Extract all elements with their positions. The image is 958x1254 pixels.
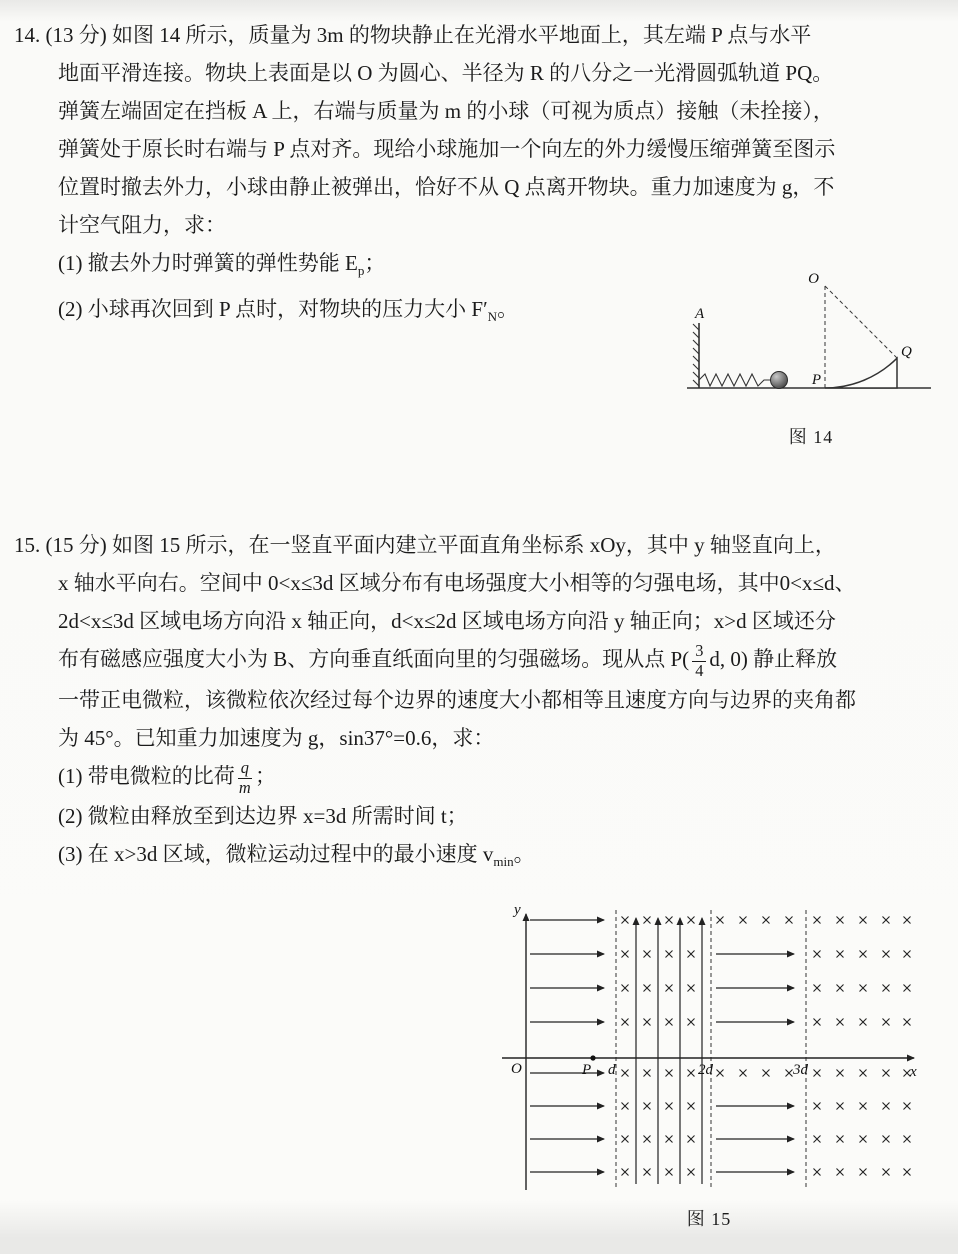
fraction-numerator: q xyxy=(238,759,252,779)
fraction-denominator: 4 xyxy=(695,661,704,681)
field-marks xyxy=(530,917,911,1185)
figure-15-drawing xyxy=(486,898,932,1198)
line-text: d, 0) 静止释放 xyxy=(709,647,838,672)
item-subscript: p xyxy=(357,263,365,279)
problem-line: 弹簧左端固定在挡板 A 上，右端与质量为 m 的小球（可视为质点）接触（未拴接）， xyxy=(58,99,834,123)
problem-15 xyxy=(14,526,948,881)
label-P: P xyxy=(582,1062,592,1078)
item-subscript: N xyxy=(487,309,498,325)
figure-14 xyxy=(683,266,939,449)
item-text: (3) 在 x>3d 区域，微粒运动过程中的最小速度 v xyxy=(58,842,494,867)
fraction-q-over-m xyxy=(235,759,255,798)
question-item-2: (2) 微粒由释放至到达边界 x=3d 所需时间 t； xyxy=(58,804,468,829)
problem-line: 弹簧处于原长时右端与 P 点对齐。现给小球施加一个向左的外力缓慢压缩弹簧至图示 xyxy=(58,137,836,161)
label-3d: 3d xyxy=(793,1062,808,1078)
problem-15-body xyxy=(14,526,948,881)
item-text: 。 xyxy=(497,297,519,322)
figure-15-caption: 图 15 xyxy=(686,1209,732,1229)
label-P: P xyxy=(811,372,821,388)
problem-line: 地面平滑连接。物块上表面是以 O 为圆心、半径为 R 的八分之一光滑圆弧轨道 PQ。 xyxy=(58,61,834,85)
label-O: O xyxy=(511,1061,522,1077)
figure-14-drawing xyxy=(683,266,939,416)
small-ball xyxy=(771,372,788,389)
problem-line: 计空气阻力，求： xyxy=(58,213,226,237)
fraction-denominator: m xyxy=(238,777,251,797)
label-2d: 2d xyxy=(698,1062,713,1078)
item-text: (2) 小球再次回到 P 点时，对物块的压力大小 F′ xyxy=(58,297,488,322)
line-text: 布有磁感应强度大小为 B、方向垂直纸面向里的匀强磁场。现从点 P( xyxy=(58,647,690,672)
wall-baffle xyxy=(693,323,699,388)
label-O: O xyxy=(808,271,819,287)
label-Q: Q xyxy=(901,344,912,360)
problem-line: 14. (13 分) 如图 14 所示，质量为 3m 的物块静止在光滑水平地面上，其左端 P 点与水平 xyxy=(14,23,812,47)
problem-line: 位置时撤去外力，小球由静止被弹出，恰好不从 Q 点离开物块。重力加速度为 g，不 xyxy=(58,175,835,199)
item-text: ； xyxy=(254,763,276,788)
question-item-3 xyxy=(58,835,948,881)
problem-line-fraction xyxy=(58,640,948,681)
fraction-numerator: 3 xyxy=(692,642,706,662)
dashed-radius-OQ xyxy=(825,286,897,358)
item-text: 。 xyxy=(513,842,535,867)
label-A: A xyxy=(695,306,705,322)
problem-line: 一带正电微粒，该微粒依次经过每个边界的速度大小都相等且速度方向与边界的夹角都 xyxy=(58,687,856,712)
exam-page xyxy=(0,16,958,1254)
label-x: x xyxy=(910,1064,917,1080)
block-arc-track xyxy=(825,358,897,388)
label-d: d xyxy=(608,1062,616,1078)
problem-line: 15. (15 分) 如图 15 所示，在一竖直平面内建立平面直角坐标系 xOy，其中 y 轴竖直向上， xyxy=(14,533,836,558)
fraction-three-quarters xyxy=(689,642,709,681)
problem-line: 为 45°。已知重力加速度为 g，sin37°=0.6，求： xyxy=(58,725,495,750)
item-text: (1) 撤去外力时弹簧的弹性势能 E xyxy=(58,251,358,275)
problem-line: 2d<x≤3d 区域电场方向沿 x 轴正向，d<x≤2d 区域电场方向沿 y 轴正向；x>d 区域还分 xyxy=(58,609,836,634)
label-y: y xyxy=(514,902,521,918)
question-item-1 xyxy=(58,757,948,798)
item-text: (1) 带电微粒的比荷 xyxy=(58,763,235,788)
figure-14-caption: 图 14 xyxy=(788,427,834,447)
spring xyxy=(699,374,770,386)
figure-15 xyxy=(486,898,932,1231)
item-subscript: min xyxy=(493,854,514,870)
item-text: ； xyxy=(364,251,386,275)
problem-line: x 轴水平向右。空间中 0<x≤3d 区域分布有电场强度大小相等的匀强电场，其中0<x≤d、 xyxy=(58,571,856,596)
point-P-dot xyxy=(590,1055,595,1060)
